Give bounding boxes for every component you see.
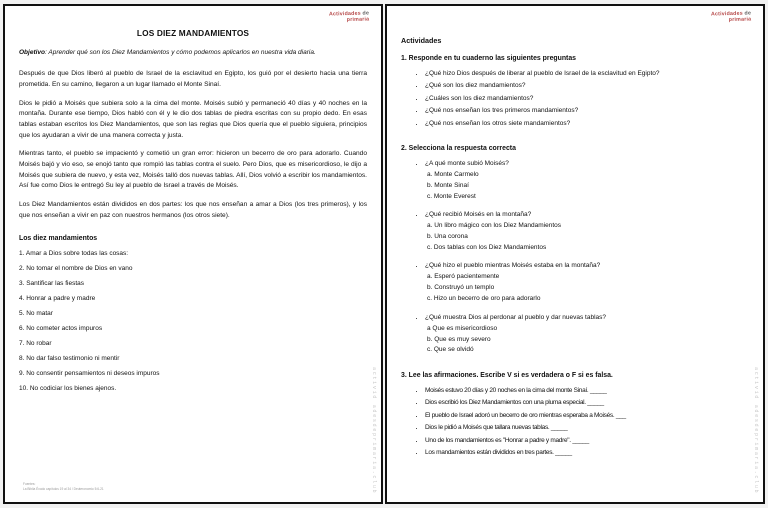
true-false-item[interactable]: • Dios le pidió a Moisés que tallara nuevas tablas. _____ — [425, 423, 749, 432]
body-paragraph: Después de que Dios liberó al pueblo de Israel de la esclavitud en Egipto, los guió por el desierto hacia una tierra prometida. En su camino, llegaron a un lugar llamado el Monte Sinaí. — [19, 70, 367, 89]
section-3-list — [415, 386, 749, 458]
mcq-option[interactable]: b. Monte Sinaí — [427, 181, 469, 189]
mcq-options — [425, 170, 749, 201]
sources-note — [23, 482, 104, 492]
section-2-heading: 2. Selecciona la respuesta correcta — [401, 145, 516, 153]
body-paragraph: Los Diez Mandamientos están divididos en dos partes: los que nos enseñan a amar a Dios (los tres primeros), y los que nos enseñan a vivir en paz con nuestros hermanos (los otros siete). — [19, 201, 367, 219]
commandments-list — [19, 250, 367, 393]
mcq-prompt: ¿Qué recibió Moisés en la montaña? — [425, 211, 532, 219]
objective-line — [19, 48, 367, 57]
logo-line-2: primaria — [728, 16, 752, 24]
body-paragraph: Mientras tanto, el pueblo se impacientó y cometió un gran error: hicieron un becerro de oro para adorarlo. Cuando Moisés bajó y vio eso, se enojó tanto que rompió las tablas contra el suelo. Pero Dios, que es misericordioso, le dijo a Moisés que subiera de nuevo, y esta vez, Moisés talló dos nuevas tablas. Allí, Dios volvió a escribir los mandamientos. Así fue como Dios le entregó Su ley al pueblo de Israel a través de Moisés. — [19, 150, 367, 190]
list-item: 9. No consentir pensamientos ni deseos impuros — [19, 369, 160, 377]
list-item: 5. No matar — [19, 310, 53, 318]
mcq-option[interactable]: c. Dos tablas con los Diez Mandamientos — [427, 244, 547, 252]
list-item: 7. No robar — [19, 340, 52, 348]
logo-word-de: de — [360, 10, 369, 17]
left-page — [3, 4, 383, 504]
list-item: • ¿Qué son los diez mandamientos? — [425, 81, 749, 90]
list-item: 4. Honrar a padre y madre — [19, 295, 96, 303]
mcq-option[interactable]: a. Un libro mágico con los Diez Mandamientos — [427, 222, 562, 230]
list-item: • ¿Qué nos enseñan los otros siete mandamientos? — [425, 119, 749, 128]
brand-logo — [711, 10, 752, 23]
mcq-option[interactable]: a. Monte Carmelo — [427, 171, 479, 179]
mcq-question — [425, 313, 749, 355]
true-false-item[interactable]: • El pueblo de Israel adoró un becerro de oro mientras esperaba a Moisés. ___ — [425, 411, 749, 420]
mcq-option[interactable]: a. Esperó pacientemente — [427, 273, 500, 281]
mcq-option[interactable]: c. Que se olvidó — [427, 346, 474, 354]
section-3-heading: 3. Lee las afirmaciones. Escribe V si es verdadera o F si es falsa. — [401, 371, 613, 379]
mcq-option[interactable]: b. Que es muy severo — [427, 335, 491, 343]
body-paragraph: Dios le pidió a Moisés que subiera solo a la cima del monte. Moisés subió y permaneció 40 días y 40 noches en la montaña. Durante ese tiempo, Dios habló con él y le dio dos tablas de piedra escritas con su propio dedo. En esas tablas estaban escritos los Diez Mandamientos, que son las reglas que Dios quería que el pueblo siguiera, principios que los ayudaran a vivir de una manera correcta y justa. — [19, 99, 367, 139]
site-watermark: activid adesdeprimaria.club — [371, 366, 377, 494]
logo-word-de: de — [742, 10, 751, 17]
mcq-option[interactable]: a Que es misericordioso — [427, 324, 498, 332]
list-item: • ¿Qué hizo Dios después de liberar al pueblo de Israel de la esclavitud en Egipto? — [425, 69, 749, 78]
mcq-option[interactable]: b. Construyó un templo — [427, 284, 495, 292]
list-item: 1. Amar a Dios sobre todas las cosas: — [19, 250, 129, 258]
objective-text: : Aprender qué son los Diez Mandamientos y cómo podemos aplicarlos en nuestra vida diaria. — [45, 49, 316, 56]
list-item: 2. No tomar el nombre de Dios en vano — [19, 265, 133, 273]
mcq-prompt: ¿Qué hizo el pueblo mientras Moisés estaba en la montaña? — [425, 262, 601, 270]
true-false-item[interactable]: • Los mandamientos están divididos en tres partes. _____ — [425, 448, 749, 457]
list-item: 8. No dar falso testimonio ni mentir — [19, 355, 120, 363]
section-1-list — [415, 69, 749, 128]
mcq-option[interactable]: c. Hizo un becerro de oro para adorarlo — [427, 295, 541, 303]
mcq-question — [425, 210, 749, 252]
logo-line-1: Actividades — [328, 10, 361, 18]
mcq-option[interactable]: b. Una corona — [427, 233, 468, 241]
mcq-options — [425, 221, 749, 252]
site-watermark: activid adesdeprimaria.club — [753, 366, 759, 494]
mcq-options — [425, 272, 749, 303]
activities-heading: Actividades — [401, 36, 442, 45]
mcq-prompt: ¿Qué muestra Dios al perdonar al pueblo y dar nuevas tablas? — [425, 313, 607, 321]
list-item: 3. Santificar las fiestas — [19, 280, 85, 288]
page-title: LOS DIEZ MANDAMIENTOS — [136, 28, 250, 38]
true-false-item[interactable]: • Uno de los mandamientos es "Honrar a padre y madre". _____ — [425, 436, 749, 445]
mcq-option[interactable]: c. Monte Everest — [427, 192, 476, 200]
mcq-question — [425, 261, 749, 303]
true-false-item[interactable]: • Moisés estuvo 20 días y 20 noches en la cima del monte Sinaí. _____ — [425, 386, 749, 395]
list-item: • ¿Qué nos enseñan los tres primeros mandamientos? — [425, 106, 749, 115]
brand-logo — [329, 10, 370, 23]
section-2-list — [415, 159, 749, 355]
mcq-prompt: ¿A qué monte subió Moisés? — [425, 160, 509, 168]
sources-text: La Biblia Éxodo capítulos 19 al 34 / Deuteronomio 5:6-21 — [23, 487, 104, 492]
sources-label: Fuentes: — [23, 482, 36, 487]
logo-line-1: Actividades — [710, 10, 743, 18]
mcq-question — [425, 159, 749, 201]
right-page — [385, 4, 765, 504]
list-item: • ¿Cuáles son los diez mandamientos? — [425, 94, 749, 103]
objective-label: Objetivo — [19, 49, 46, 56]
mcq-options — [425, 324, 749, 355]
commandments-heading: Los diez mandamientos — [19, 235, 98, 243]
list-item: 10. No codiciar los bienes ajenos. — [19, 384, 117, 392]
logo-line-2: primaria — [346, 16, 370, 24]
section-1-heading: 1. Responde en tu cuaderno las siguientes preguntas — [401, 55, 576, 62]
list-item: 6. No cometer actos impuros — [19, 325, 103, 333]
true-false-item[interactable]: • Dios escribió los Diez Mandamientos con una pluma especial. _____ — [425, 398, 749, 407]
